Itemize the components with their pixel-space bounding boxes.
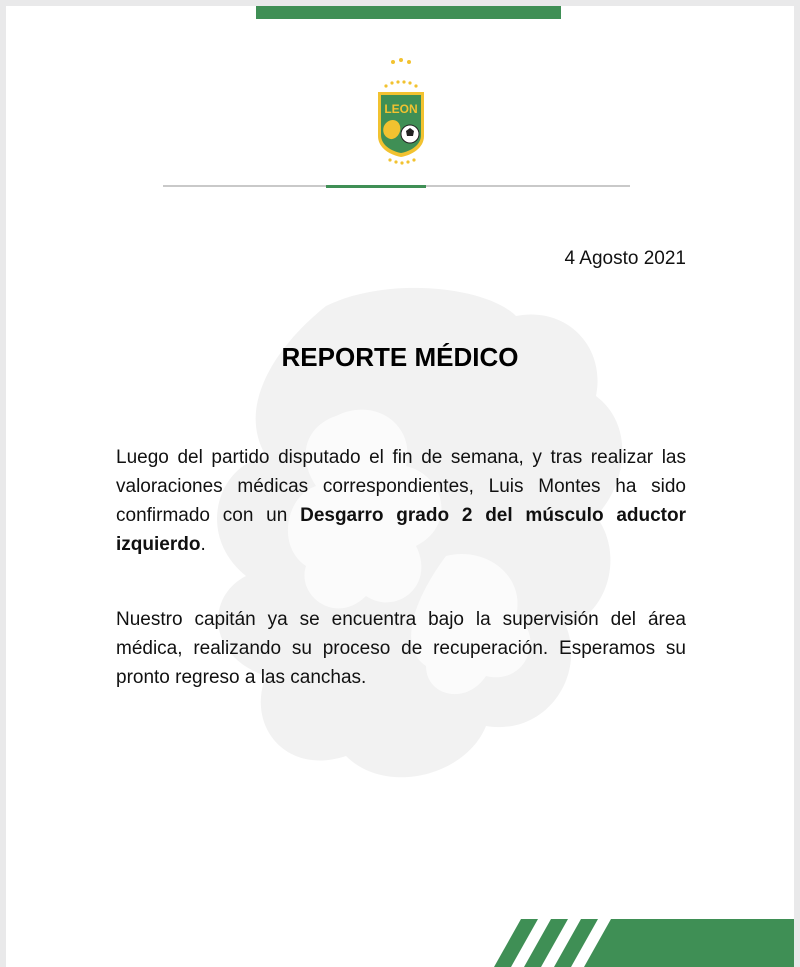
club-leon-crest: [366, 56, 436, 166]
paragraph-recovery: Nuestro capitán ya se encuentra bajo la supervisión del área médica, realizando su proceso de recuperación. Esperamos su pronto regreso a las canchas.: [116, 609, 686, 688]
top-accent-bar: [256, 6, 561, 19]
document-date: 4 Agosto 2021: [564, 248, 686, 269]
header-divider-accent: [326, 185, 426, 188]
injury-description: Desgarro grado 2 del músculo aductor izquierdo: [116, 505, 686, 555]
document-title: REPORTE MÉDICO: [281, 342, 519, 372]
crest-logo-text: LEON: [384, 102, 418, 116]
paragraph-diagnosis-end: .: [200, 534, 206, 555]
paragraph-diagnosis: [116, 443, 686, 559]
bottom-stripes-decoration: [476, 919, 794, 967]
document-page: [6, 6, 794, 967]
paragraph-diagnosis-intro: Luego del partido disputado el fin de semana, y tras realizar las valoraciones médicas correspondientes, Luis Montes ha sido confirmado con un: [116, 447, 686, 526]
